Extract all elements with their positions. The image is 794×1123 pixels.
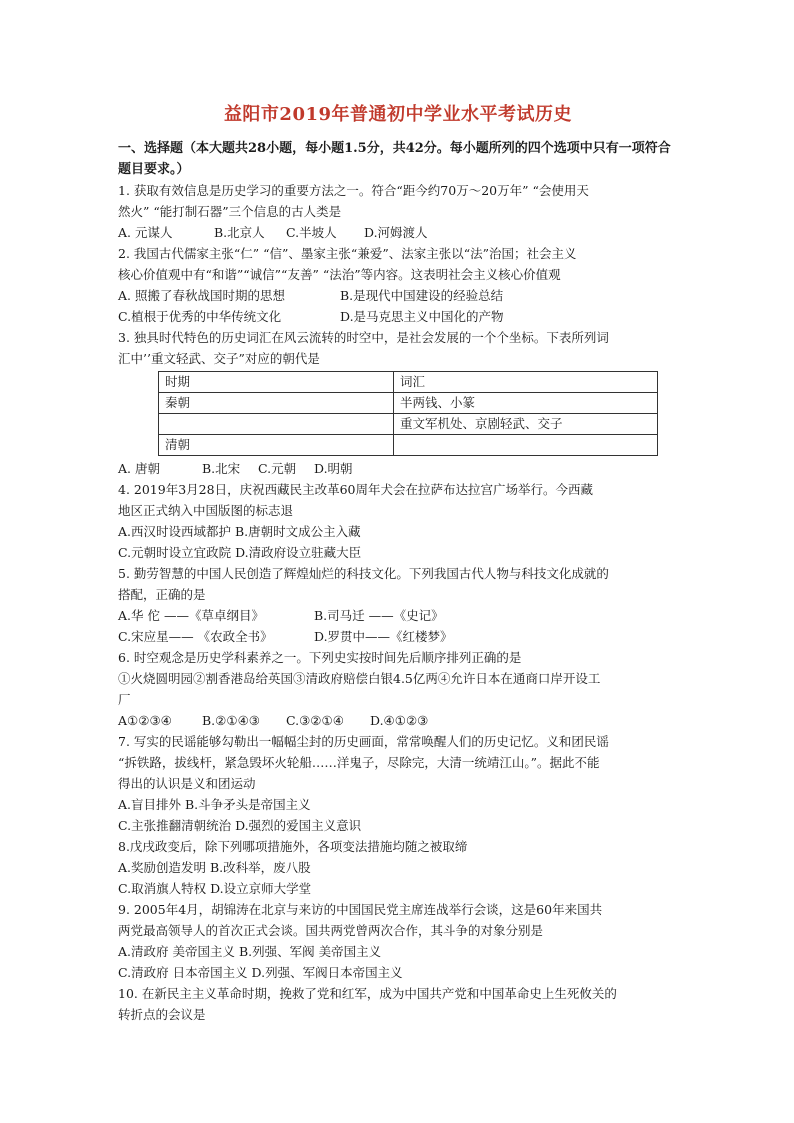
table-cell: 半两钱、小篆	[394, 393, 658, 414]
question-stem: 4. 2019年3月28日，庆祝西藏民主改革60周年犬会在拉萨布达拉宫广场举行。今西藏	[118, 482, 593, 497]
exam-page	[118, 100, 678, 1025]
section-heading: 一、选择题（本大题共28小题，每小题1.5分，共42分。每小题所列的四个选项中只有一项符合题目要求。）	[118, 141, 671, 177]
question-stem: 厂	[118, 692, 131, 707]
option-b: B.②①④③	[202, 713, 260, 728]
question-1	[118, 180, 678, 243]
option-b: B.司马迁 ——《史记》	[314, 608, 444, 623]
question-stem: 7. 写实的民谣能够勾勒出一幅幅尘封的历史画面，常常唤醒人们的历史记忆。义和团民谣	[118, 734, 609, 749]
question-stem: 核心价值观中有“和谐”“诚信”“友善” “法治”等内容。这表明社会主义核心价值观	[118, 267, 561, 282]
question-10	[118, 983, 678, 1025]
options-line: C.元朝时设立宜政院 D.清政府设立驻藏大臣	[118, 545, 362, 560]
question-stem: 2. 我国古代儒家主张“仁” “信”、墨家主张“兼爱”、法家主张以“法”治国；社会主义	[118, 246, 577, 261]
question-9	[118, 899, 678, 983]
table-cell: 重文军机处、京剧轻武、交子	[394, 414, 658, 435]
option-b: B.是现代中国建设的经验总结	[340, 288, 504, 303]
question-stem: 地区正式纳入中国版图的标志退	[118, 503, 294, 518]
option-c: C.③②①④	[286, 713, 344, 728]
question-stem: 转折点的会议是	[118, 1007, 206, 1022]
table-row	[159, 414, 658, 435]
option-a: A. 元谋人	[118, 225, 173, 240]
question-4	[118, 479, 678, 563]
option-d: D.明朝	[314, 461, 353, 476]
options-row	[118, 710, 678, 731]
options-row	[118, 285, 678, 306]
question-stem: 得出的认识是义和团运动	[118, 776, 256, 791]
question-stem: 两党最高领导人的首次正式会谈。国共两党曾两次合作，其斗争的对象分别是	[118, 923, 544, 938]
table-cell: 清朝	[159, 435, 394, 456]
options-line: C.清政府 日本帝国主义 D.列强、军阀日本帝国主义	[118, 965, 403, 980]
question-stem: 汇中’’重文轻武、交子”对应的朝代是	[118, 351, 320, 366]
table-cell	[159, 414, 394, 435]
table-header-row	[159, 372, 658, 393]
question-stem: 8.戊戌政变后，除下列哪项措施外，各项变法措施均随之被取缔	[118, 839, 468, 854]
option-d: D.④①②③	[370, 713, 429, 728]
option-b: B.北宋	[202, 461, 241, 476]
option-d: D.罗贯中——《红楼梦》	[314, 629, 453, 644]
options-row	[118, 306, 678, 327]
question-stem: 9. 2005年4月，胡锦涛在北京与来访的中国国民党主席连战举行会谈，这是60年来国共	[118, 902, 603, 917]
question-8	[118, 836, 678, 899]
question-stem: “拆铁路，拔线杆，紧急毁坏火轮船……洋鬼子，尽除完，大清一统靖江山。”。据此不能	[118, 755, 600, 770]
option-c: C.元朝	[258, 461, 297, 476]
option-d: D.是马克思主义中国化的产物	[340, 309, 504, 324]
question-6	[118, 647, 678, 731]
option-a: A①②③④	[118, 713, 172, 728]
question-stem: 1. 获取有效信息是历史学习的重要方法之一。符合“距今约70万～20万年” “会使用天	[118, 183, 589, 198]
table-row	[159, 393, 658, 414]
question-stem: 然火” “能打制石器”三个信息的古人类是	[118, 204, 342, 219]
option-a: A. 照搬了春秋战国时期的思想	[118, 288, 285, 303]
option-c: C.植根于优秀的中华传统文化	[118, 309, 282, 324]
options-line: A.盲目排外 B.斗争矛头是帝国主义	[118, 797, 311, 812]
options-line: A.奖励创造发明 B.改科举，废八股	[118, 860, 311, 875]
option-d: D.河姆渡人	[364, 225, 428, 240]
question-3	[118, 327, 678, 479]
options-line: C.主张推翻清朝统治 D.强烈的爱国主义意识	[118, 818, 362, 833]
question-stem: 6. 时空观念是历史学科素养之一。下列史实按时间先后顺序排列正确的是	[118, 650, 522, 665]
options-line: A.西汉时设西域都护 B.唐朝时文成公主入藏	[118, 524, 361, 539]
options-line: A.清政府 美帝国主义 B.列强、军阀 美帝国主义	[118, 944, 382, 959]
option-c: C.宋应星—— 《农政全书》	[118, 629, 273, 644]
dynasty-vocabulary-table	[158, 371, 658, 456]
question-stem: 10. 在新民主主义革命时期，挽救了党和红军，成为中国共产党和中国革命史上生死攸关的	[118, 986, 617, 1001]
exam-title: 益阳市2019年普通初中学业水平考试历史	[223, 104, 573, 125]
options-row	[118, 626, 678, 647]
table-cell: 秦朝	[159, 393, 394, 414]
question-7	[118, 731, 678, 836]
question-stem: 搭配，正确的是	[118, 587, 206, 602]
table-header-cell: 时期	[159, 372, 394, 393]
table-header-cell: 词汇	[394, 372, 658, 393]
options-row	[118, 458, 678, 479]
table-row	[159, 435, 658, 456]
option-b: B.北京人	[214, 225, 265, 240]
question-stem: 3. 独具时代特色的历史词汇在风云流转的时空中，是社会发展的一个个坐标。下表所列词	[118, 330, 609, 345]
options-row	[118, 605, 678, 626]
option-a: A. 唐朝	[118, 461, 160, 476]
question-2	[118, 243, 678, 327]
question-stem: 5. 勤劳智慧的中国人民创造了辉煌灿烂的科技文化。下列我国古代人物与科技文化成就的	[118, 566, 609, 581]
question-5	[118, 563, 678, 647]
table-cell	[394, 435, 658, 456]
option-c: C.半坡人	[286, 225, 337, 240]
option-a: A.华 佗 ——《草卓纲目》	[118, 608, 264, 623]
question-stem: ①火烧圆明园②割香港岛给英国③清政府赔偿白银4.5亿两④允许日本在通商口岸开设工	[118, 671, 601, 686]
options-line: C.取消旗人特权 D.设立京师大学堂	[118, 881, 312, 896]
options-row	[118, 222, 678, 243]
